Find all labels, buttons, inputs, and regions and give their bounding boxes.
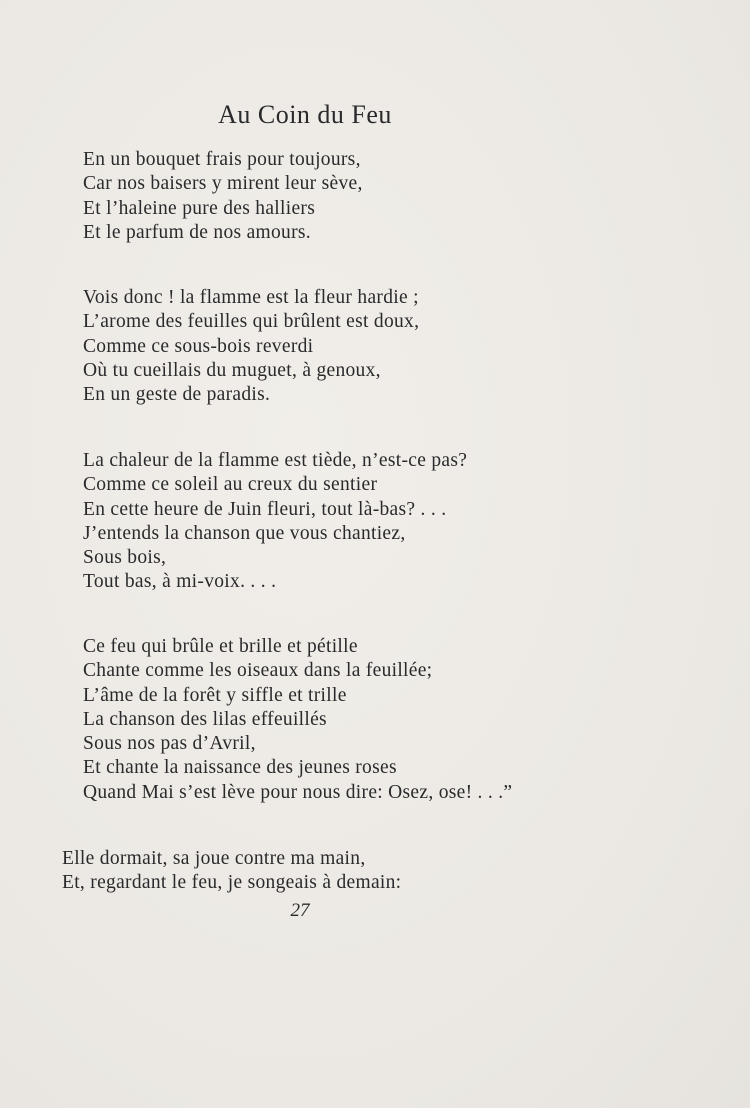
- verse-line: Sous bois,: [83, 547, 167, 569]
- stanza-5: [62, 847, 401, 896]
- stanza-3: [83, 449, 467, 595]
- poem-title: Au Coin du Feu: [218, 100, 392, 129]
- verse-line: La chaleur de la flamme est tiède, n’est-ce pas?: [83, 450, 468, 471]
- stanza-1: [83, 148, 363, 245]
- verse-line: Tout bas, à mi-voix. . . .: [83, 571, 277, 593]
- page-number: 27: [290, 900, 310, 921]
- verse-line: Chante comme les oiseaux dans la feuillée;: [83, 660, 433, 682]
- verse-line: Quand Mai s’est lève pour nous dire: Osez, ose! . . .”: [83, 781, 513, 803]
- verse-line: Comme ce soleil au creux du sentier: [83, 474, 378, 496]
- stanza-2: [83, 286, 419, 407]
- verse-line: Et l’haleine pure des halliers: [83, 197, 316, 219]
- verse-line: La chanson des lilas effeuillés: [83, 708, 327, 730]
- verse-line: L’arome des feuilles qui brûlent est doux,: [83, 311, 420, 333]
- verse-line: Ce feu qui brûle et brille et pétille: [83, 636, 358, 657]
- verse-line: Elle dormait, sa joue contre ma main,: [62, 848, 366, 869]
- verse-line: Et, regardant le feu, je songeais à demain:: [62, 872, 402, 894]
- verse-line: Sous nos pas d’Avril,: [83, 733, 256, 755]
- verse-line: Et chante la naissance des jeunes roses: [83, 757, 397, 779]
- verse-line: Comme ce sous-bois reverdi: [83, 335, 314, 357]
- stanza-4: [83, 635, 512, 805]
- verse-line: J’entends la chanson que vous chantiez,: [83, 522, 406, 544]
- verse-line: En un bouquet frais pour toujours,: [83, 149, 361, 170]
- verse-line: Car nos baisers y mirent leur sève,: [83, 173, 363, 195]
- verse-line: En un geste de paradis.: [83, 384, 271, 406]
- verse-line: En cette heure de Juin fleuri, tout là-bas? . . .: [83, 498, 447, 520]
- verse-line: L’âme de la forêt y siffle et trille: [83, 684, 347, 706]
- verse-line: Où tu cueillais du muguet, à genoux,: [83, 359, 381, 381]
- verse-line: Vois donc ! la flamme est la fleur hardie ;: [83, 287, 419, 308]
- verse-line: Et le parfum de nos amours.: [83, 221, 311, 243]
